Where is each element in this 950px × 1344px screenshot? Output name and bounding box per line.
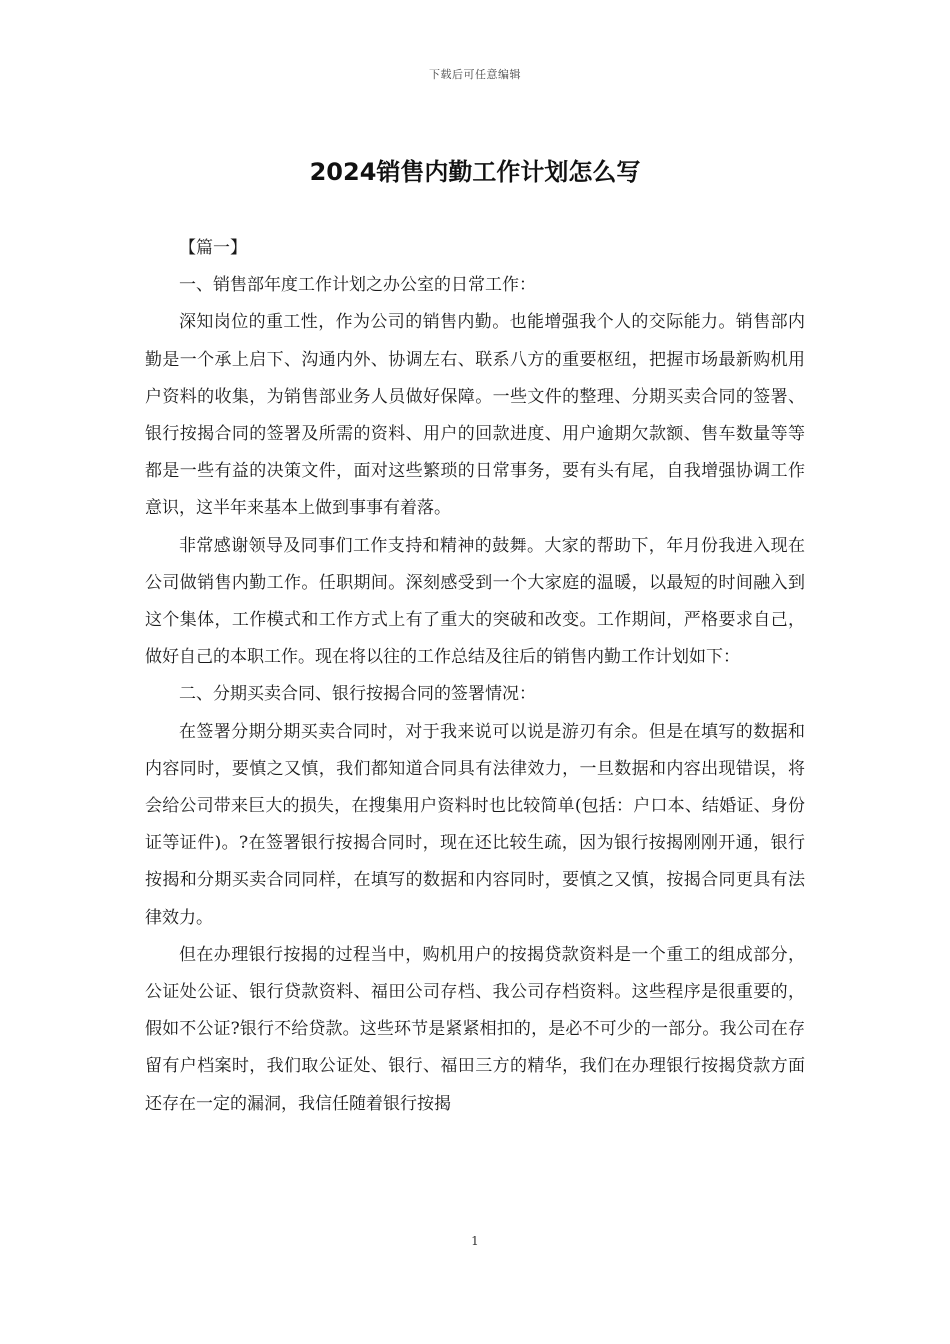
section-heading: 二、分期买卖合同、银行按揭合同的签署情况： [179,684,536,705]
document-body [145,230,805,1123]
body-paragraph: 非常感谢领导及同事们工作支持和精神的鼓舞。大家的帮助下，年月份我进入现在公司做销售内勤工作。任职期间。深刻感受到一个大家庭的温暖，以最短的时间融入到这个集体，工作模式和工作方式上有了重大的突破和改变。工作期间，严格要求自己，做好自己的本职工作。现在将以往的工作总结及往后的销售内勤工作计划如下： [145,535,805,668]
page-number: 1 [471,1234,479,1248]
section-heading: 一、销售部年度工作计划之办公室的日常工作： [179,275,536,296]
header-note: 下载后可任意编辑 [429,68,521,81]
body-paragraph: 但在办理银行按揭的过程当中，购机用户的按揭贷款资料是一个重工的组成部分，公证处公证、银行贷款资料、福田公司存档、我公司存档资料。这些程序是很重要的，假如不公证?银行不给贷款。这些环节是紧紧相扣的，是必不可少的一部分。我公司在存留有户档案时，我们取公证处、银行、福田三方的精华，我们在办理银行按揭贷款方面还存在一定的漏洞，我信任随着银行按揭 [145,944,805,1114]
body-paragraph: 深知岗位的重工性，作为公司的销售内勤。也能增强我个人的交际能力。销售部内勤是一个承上启下、沟通内外、协调左右、联系八方的重要枢纽，把握市场最新购机用户资料的收集，为销售部业务人员做好保障。一些文件的整理、分期买卖合同的签署、银行按揭合同的签署及所需的资料、用户的回款进度、用户逾期欠款额、售车数量等等都是一些有益的决策文件，面对这些繁琐的日常事务，要有头有尾，自我增强协调工作意识，这半年来基本上做到事事有着落。 [145,312,805,519]
document-title: 2024销售内勤工作计划怎么写 [309,158,641,186]
body-paragraph: 在签署分期分期买卖合同时，对于我来说可以说是游刃有余。但是在填写的数据和内容同时，要慎之又慎，我们都知道合同具有法律效力，一旦数据和内容出现错误，将会给公司带来巨大的损失，在搜集用户资料时也比较简单(包括：户口本、结婚证、身份证等证件)。?在签署银行按揭合同时，现在还比较生疏，因为银行按揭刚刚开通，银行按揭和分期买卖合同同样，在填写的数据和内容同时，要慎之又慎，按揭合同更具有法律效力。 [145,721,805,928]
section-label: 【篇一】 [179,238,247,258]
